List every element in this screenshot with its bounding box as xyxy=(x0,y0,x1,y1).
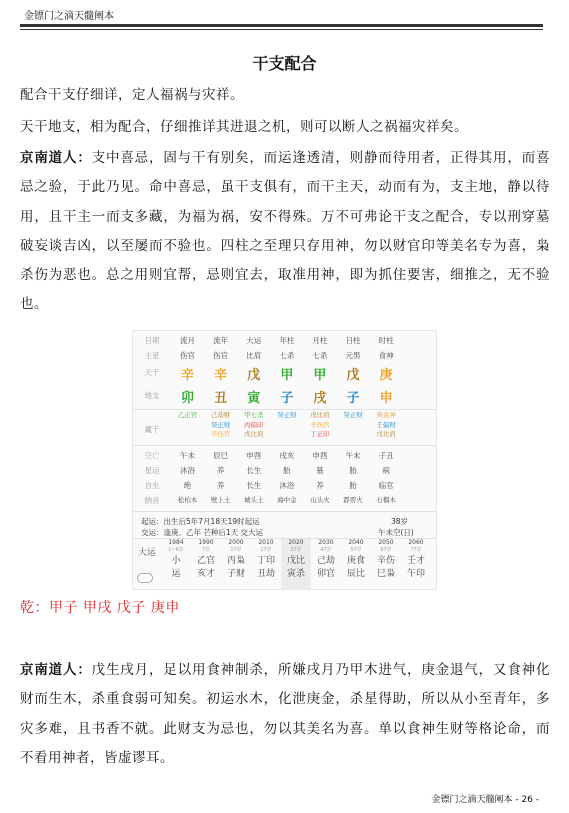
chart-row-main-star xyxy=(133,350,436,361)
running-header: 金镖门之滴天髓阐本 xyxy=(24,11,114,22)
hidden-stems xyxy=(237,411,270,449)
dayun-branch: 子财 xyxy=(226,569,245,579)
dayun-year: 2050 xyxy=(378,539,394,546)
heavenly-stem: 甲 xyxy=(280,368,294,383)
chart-divider xyxy=(133,511,436,512)
dayun-age: 27岁 xyxy=(260,547,272,553)
chart-row-hidden xyxy=(133,411,436,449)
paragraph-2: 天干地支，相为配合，仔细推详其进退之机，则可以断人之祸福灾祥矣。 xyxy=(20,119,468,135)
row-label: 藏干 xyxy=(144,425,160,434)
hidden-stems xyxy=(171,411,204,449)
dayun-branch: 丑劫 xyxy=(256,569,275,579)
kongwang-cell: 申酉 xyxy=(246,451,262,460)
main-star: 比肩 xyxy=(246,351,262,360)
main-star: 伤官 xyxy=(213,351,229,360)
kongwang-cell: 午未 xyxy=(345,451,361,460)
dayun-age: 37岁 xyxy=(290,547,302,553)
row-label: 星运 xyxy=(144,466,160,475)
dayun-cell[interactable] xyxy=(401,539,431,589)
row-label: 地支 xyxy=(144,391,160,400)
main-star: 七杀 xyxy=(279,351,295,360)
chart-divider xyxy=(133,445,436,446)
dayun-cell[interactable] xyxy=(341,539,371,589)
earthly-branch: 丑 xyxy=(214,391,228,406)
chart-row-nayin xyxy=(133,495,436,506)
heavenly-stem: 戊 xyxy=(346,368,360,383)
qian-bazi: 乾：甲子 甲戌 戊子 庚申 xyxy=(20,600,180,616)
hidden-stems xyxy=(270,411,303,449)
row-label: 主星 xyxy=(144,351,160,360)
heavenly-stem: 甲 xyxy=(313,368,327,383)
col-header: 大运 xyxy=(246,336,262,345)
zizuo-cell: 长生 xyxy=(246,481,262,490)
earthly-branch: 申 xyxy=(379,391,393,406)
dayun-stem: 己劫 xyxy=(316,556,335,566)
dayun-branch: 运 xyxy=(171,569,181,579)
dayun-year: 2000 xyxy=(228,539,244,546)
dayun-cell[interactable] xyxy=(251,539,281,589)
dayun-age: 7岁 xyxy=(201,547,211,553)
dayun-branch: 卯官 xyxy=(316,569,335,579)
nayin-cell: 松柏木 xyxy=(177,496,198,504)
dayun-year: 1990 xyxy=(198,539,214,546)
jiaoyun-kongwang: 午未空(日) xyxy=(378,528,414,537)
paragraph-3-text: 支中喜忌，固与干有别矣，而运逢透清，则静而待用者，正得其用，而喜忌之验，于此乃见。命中喜忌，虽干支俱有，而干主天，动而有为，支主地，静以待用，且干主一而支多藏，为福为祸，安不得殊。万不可弗论干支之配合，专以刑穿墓破妄谈吉凶，以至屡而不验也。四柱之至理只存用神，勿以财官印等美名专为喜，枭杀伤为恶也。总之用则宜帮，忌则宜去，取准用神，即为抓住要害，细推之，无不验也。 xyxy=(20,150,551,313)
hidden-stem: 丁正印 xyxy=(310,430,330,438)
chart-row-zizuo xyxy=(133,480,436,491)
dayun-stem: 壬才 xyxy=(406,556,425,566)
hidden-stem: 戊比肩 xyxy=(376,430,396,438)
dayun-year: 2020 xyxy=(288,539,304,546)
hidden-stem: 甲七杀 xyxy=(243,411,264,419)
hidden-stems xyxy=(303,411,336,449)
earthly-branch: 戌 xyxy=(313,391,327,406)
dayun-branch: 亥才 xyxy=(196,569,215,579)
header-rule xyxy=(20,24,543,27)
heavenly-stem: 辛 xyxy=(214,368,228,383)
zizuo-cell: 养 xyxy=(216,481,225,490)
nayin-cell: 石榴木 xyxy=(376,496,396,504)
dayun-year: 2010 xyxy=(258,539,274,546)
nayin-cell: 壁上土 xyxy=(210,496,231,504)
nayin-cell: 城头土 xyxy=(243,496,264,504)
paragraph-3 xyxy=(20,144,550,320)
xingyun-cell: 养 xyxy=(216,466,225,475)
qiyun-text: 起运：出生后5年7月18天19时起运 xyxy=(141,517,260,526)
dayun-year: 2040 xyxy=(348,539,364,546)
chart-row-kongwang xyxy=(133,450,436,461)
dayun-age: 47岁 xyxy=(320,547,332,553)
dayun-strip xyxy=(133,539,436,589)
paragraph-4-label: 京南道人： xyxy=(20,662,92,678)
dayun-age: 17岁 xyxy=(230,547,242,553)
dayun-stem: 戊比 xyxy=(286,556,305,566)
col-header: 流月 xyxy=(180,336,196,345)
kongwang-cell: 戌亥 xyxy=(279,451,295,460)
hidden-stem: 辛伤官 xyxy=(210,430,231,438)
dayun-stem: 乙官 xyxy=(196,556,215,566)
section-title: 干支配合 xyxy=(252,54,317,73)
chart-row-branches xyxy=(133,387,436,406)
dayun-cell[interactable] xyxy=(221,539,251,589)
dayun-cell[interactable] xyxy=(191,539,221,589)
kongwang-cell: 辰巳 xyxy=(213,451,229,460)
hidden-stem: 庚食神 xyxy=(376,411,396,419)
hidden-stem: 己劫财 xyxy=(210,411,231,419)
hidden-stem: 辛伤官 xyxy=(310,420,330,429)
main-star: 元男 xyxy=(345,351,361,360)
hidden-stem: 壬偏财 xyxy=(376,420,396,429)
earthly-branch: 子 xyxy=(346,391,360,406)
row-label: 日期 xyxy=(144,336,160,345)
qiyun-age: 38岁 xyxy=(391,517,409,526)
dayun-stem: 丙枭 xyxy=(226,556,245,566)
hidden-stem: 丙偏印 xyxy=(243,420,264,429)
hidden-stems xyxy=(370,411,403,449)
nayin-cell: 山头火 xyxy=(310,496,330,504)
dayun-cell-selected[interactable] xyxy=(281,539,311,589)
paragraph-3-label: 京南道人： xyxy=(20,150,92,166)
col-header: 日柱 xyxy=(345,336,361,345)
col-header: 时柱 xyxy=(378,336,394,345)
hidden-stem: 癸正财 xyxy=(277,411,297,419)
dayun-stem: 丁印 xyxy=(256,556,275,566)
dayun-year: 2030 xyxy=(318,539,334,546)
zizuo-cell: 胎 xyxy=(349,481,357,490)
zizuo-cell: 绝 xyxy=(183,481,192,490)
heavenly-stem: 庚 xyxy=(379,368,393,383)
xingyun-cell: 沐浴 xyxy=(180,466,196,475)
heavenly-stem: 戊 xyxy=(247,368,261,383)
row-label: 空亡 xyxy=(144,451,160,460)
dayun-stem: 庚食 xyxy=(346,556,365,566)
xingyun-cell: 墓 xyxy=(316,466,324,475)
dayun-age: 67岁 xyxy=(380,547,392,553)
bazi-chart xyxy=(132,330,437,590)
zizuo-cell: 沐浴 xyxy=(279,481,295,490)
hidden-stem: 乙正官 xyxy=(177,411,198,419)
earthly-branch: 子 xyxy=(280,391,294,406)
toggle-switch[interactable] xyxy=(137,573,153,583)
dayun-year: 1984 xyxy=(168,539,184,546)
hidden-stems xyxy=(336,411,369,449)
dayun-cell[interactable] xyxy=(161,539,191,589)
chart-row-stems xyxy=(133,364,436,383)
dayun-branch: 巳枭 xyxy=(376,569,395,579)
header-rule-thin xyxy=(20,29,543,30)
col-header: 月柱 xyxy=(312,336,328,345)
hidden-stem: 戊比肩 xyxy=(243,430,264,438)
dayun-age: 1~6岁 xyxy=(168,547,184,553)
dayun-year: 2060 xyxy=(408,539,424,546)
main-star: 七杀 xyxy=(312,351,328,360)
dayun-label: 大运 xyxy=(137,548,156,558)
xingyun-cell: 胎 xyxy=(349,466,357,475)
kongwang-cell: 午未 xyxy=(180,451,196,460)
kongwang-cell: 子丑 xyxy=(378,451,394,460)
earthly-branch: 卯 xyxy=(181,391,195,406)
dayun-age: 77岁 xyxy=(410,547,422,553)
col-header: 年柱 xyxy=(279,336,295,345)
dayun-cell[interactable] xyxy=(371,539,401,589)
zizuo-cell: 养 xyxy=(316,481,324,490)
dayun-branch: 辰比 xyxy=(346,569,365,579)
dayun-cell[interactable] xyxy=(311,539,341,589)
earthly-branch: 寅 xyxy=(247,391,261,406)
nayin-cell: 霹雳火 xyxy=(343,496,363,504)
paragraph-4 xyxy=(20,656,550,773)
row-label: 自坐 xyxy=(144,481,160,490)
xingyun-cell: 胎 xyxy=(283,466,291,475)
hidden-stem: 癸正财 xyxy=(210,420,231,429)
kongwang-cell: 申酉 xyxy=(312,451,328,460)
page-footer: 金镖门之滴天髓阐本 - 26 - xyxy=(431,795,539,805)
chart-row-date xyxy=(133,335,436,346)
heavenly-stem: 辛 xyxy=(181,368,195,383)
main-star: 食神 xyxy=(378,351,394,360)
row-label: 天干 xyxy=(144,368,160,377)
row-label: 纳音 xyxy=(144,496,160,505)
paragraph-1: 配合干支仔细详，定人福祸与灾祥。 xyxy=(20,87,244,103)
main-star: 伤官 xyxy=(180,351,196,360)
xingyun-cell: 长生 xyxy=(246,466,262,475)
xingyun-cell: 病 xyxy=(382,466,390,475)
dayun-stem: 小 xyxy=(171,556,181,566)
nayin-cell: 海中金 xyxy=(277,496,297,504)
hidden-stems xyxy=(204,411,237,449)
dayun-branch: 寅杀 xyxy=(286,569,305,579)
chart-row-xingyun xyxy=(133,465,436,476)
paragraph-4-text: 戊生戌月，足以用食神制杀，所嫌戌月乃甲木进气，庚金退气，又食神化财而生木，杀重食弱可知矣。初运水木，化泄庚金，杀星得助，所以从小至青年，多灾多难，且书香不就。此财支为忌也，勿以其美名为喜。单以食神生财等格论命，而不看用神者，皆虚谬耳。 xyxy=(20,662,551,766)
hidden-stem: 戊比肩 xyxy=(310,411,330,419)
dayun-stem: 辛伤 xyxy=(376,556,395,566)
jiaoyun-text: 交运：逢庚、乙年 芒种后1天 交大运 xyxy=(141,528,264,537)
zizuo-cell: 临官 xyxy=(378,481,394,490)
chart-divider xyxy=(133,409,436,410)
dayun-branch: 午印 xyxy=(406,569,425,579)
col-header: 流年 xyxy=(213,336,229,345)
dayun-age: 57岁 xyxy=(350,547,362,553)
hidden-stem: 癸正财 xyxy=(343,411,363,419)
